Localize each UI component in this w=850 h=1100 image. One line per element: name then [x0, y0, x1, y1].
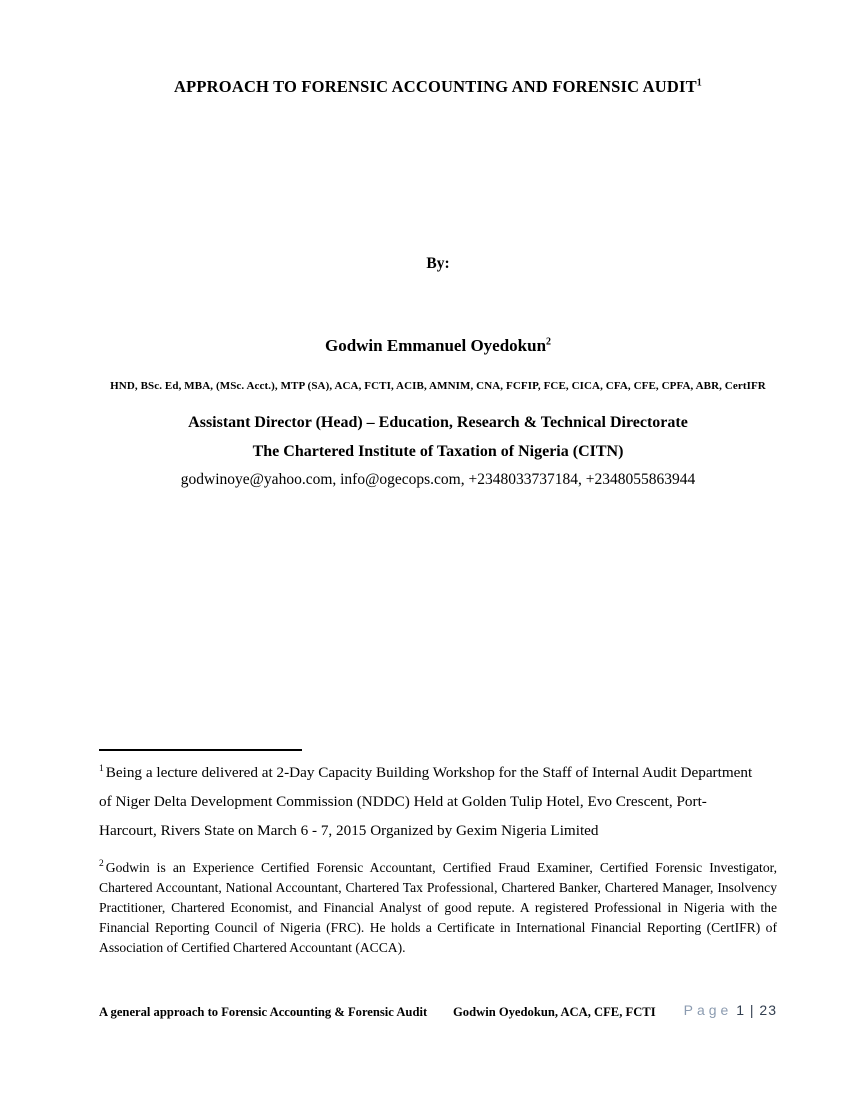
page-footer	[99, 1002, 777, 1024]
footnote-2-marker: 2	[99, 859, 104, 870]
footnote-1-text: Being a lecture delivered at 2-Day Capacity Building Workshop for the Staff of Internal Audit Department of Niger Delta Development Commission (NDDC) Held at Golden Tulip Hotel, Evo Crescent, Port-Harcourt, Rivers State on March 6 - 7, 2015 Organized by Gexim Nigeria Limited	[99, 764, 753, 839]
footer-page-indicator	[684, 1002, 777, 1018]
footnote-1-marker: 1	[99, 763, 104, 774]
footnote-2-text: Godwin is an Experience Certified Forensic Accountant, Certified Fraud Examiner, Certified Forensic Investigator, Chartered Accountant, National Accountant, Chartered Tax Professional, Chartered Banker, Chartered Manager, Insolvency Practitioner, Chartered Economist, and Financial Analyst of good repute. A registered Professional in Nigeria with the Financial Reporting Council of Nigeria (FRC). He holds a Certificate in International Financial Reporting (CertIFR) of Association of Certified Chartered Accountant (ACCA).	[99, 860, 777, 955]
title-footnote-reference: 1	[696, 77, 702, 89]
footer-author: Godwin Oyedokun, ACA, CFE, FCTI	[453, 1005, 656, 1019]
footnote-separator-rule	[99, 749, 302, 751]
footer-page-label: Page	[683, 1002, 733, 1018]
author-name	[99, 336, 777, 356]
byline: By:	[426, 255, 450, 272]
author-contact: godwinoye@yahoo.com, info@ogecops.com, +2348033737184, +2348055863944	[180, 471, 696, 488]
author-institution: The Chartered Institute of Taxation of Nigeria (CITN)	[252, 443, 624, 460]
footnote-2	[99, 858, 777, 958]
author-footnote-reference: 2	[546, 336, 552, 348]
author-position: Assistant Director (Head) – Education, Research & Technical Directorate	[188, 414, 688, 431]
document-page	[99, 0, 777, 1100]
document-title-text: APPROACH TO FORENSIC ACCOUNTING AND FORENSIC AUDIT	[174, 77, 697, 97]
author-credentials: HND, BSc. Ed, MBA, (MSc. Acct.), MTP (SA), ACA, FCTI, ACIB, AMNIM, CNA, FCFIP, FCE, CICA, CFA, CFE, CPFA, ABR, CertIFR	[110, 380, 766, 392]
footnote-1	[99, 758, 754, 845]
footer-page-number: 1 | 23	[736, 1002, 777, 1018]
document-title	[99, 77, 777, 97]
author-name-text: Godwin Emmanuel Oyedokun	[324, 336, 547, 355]
footer-running-title: A general approach to Forensic Accounting & Forensic Audit	[99, 1005, 428, 1019]
